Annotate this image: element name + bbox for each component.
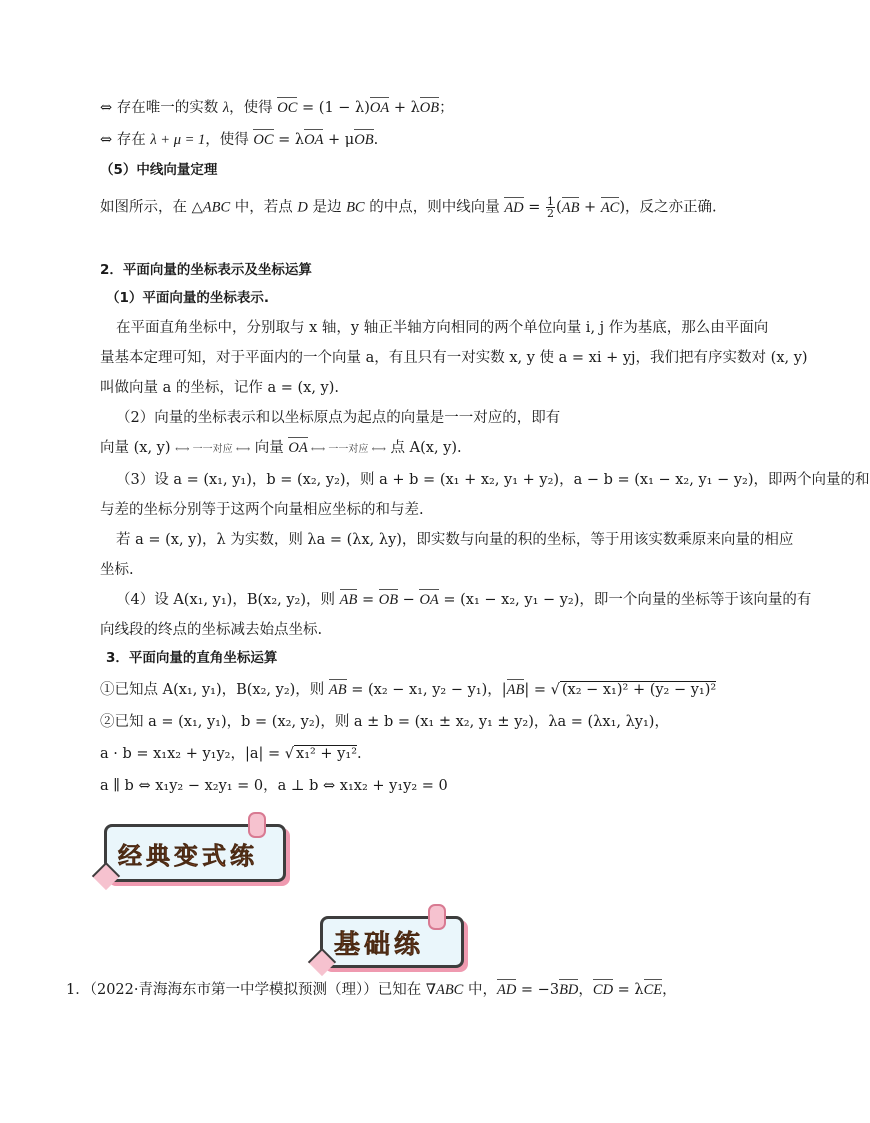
heading-section-3: 3．平面向量的直角坐标运算: [106, 650, 278, 666]
equivalence-line-1: ⇔ 存在唯一的实数 λ，使得 OC = (1 − λ)OA + λOB；: [100, 100, 454, 116]
one-to-one-correspondence: 向量 (x, y) ⟷ 一一对应 ⟷ 向量 OA ⟷ 一一对应 ⟷ 点 A(x, y).: [100, 440, 462, 456]
paragraph-4-line-1: 若 a = (x, y)，λ 为实数，则 λa = (λx, λy)，即实数与向量的积的坐标，等于用该实数乘原来向量的相应: [116, 532, 794, 548]
rule-4: a ∥ b ⇔ x₁y₂ − x₂y₁ = 0，a ⊥ b ⇔ x₁x₂ + y₁y₂ = 0: [100, 778, 448, 794]
rule-3: a · b = x₁x₂ + y₁y₂，|a| = √ x₁² + y₁².: [100, 746, 362, 762]
heading-median-theorem: （5）中线向量定理: [100, 162, 218, 178]
paragraph-3-line-2: 与差的坐标分别等于这两个向量相应坐标的和与差.: [100, 502, 424, 518]
one-half-fraction: $\frac{1}{2}$: [547, 195, 555, 220]
paragraph-1-line-2: 量基本定理可知，对于平面内的一个向量 a，有且只有一对实数 x, y 使 a = xi + yj，我们把有序实数对 (x, y): [100, 350, 808, 366]
paragraph-5-line-1: （4）设 A(x₁, y₁)，B(x₂, y₂)，则 AB = OB − OA = (x₁ − x₂, y₁ − y₂)，即一个向量的坐标等于该向量的有: [116, 592, 812, 608]
rule-1: ①已知点 A(x₁, y₁)，B(x₂, y₂)，则 AB = (x₂ − x₁, y₂ − y₁)，|AB| = √ (x₂ − x₁)² + (y₂ − y₁)²: [100, 682, 717, 698]
paperclip-icon: [248, 812, 266, 838]
rule-2: ②已知 a = (x₁, y₁)，b = (x₂, y₂)，则 a ± b = (x₁ ± x₂, y₁ ± y₂)，λa = (λx₁, λy₁)，: [100, 714, 669, 730]
paragraph-1-line-1: 在平面直角坐标中，分别取与 x 轴，y 轴正半轴方向相同的两个单位向量 i, j 作为基底，那么由平面向: [116, 320, 769, 336]
paragraph-2: （2）向量的坐标表示和以坐标原点为起点的向量是一一对应的，即有: [116, 410, 561, 426]
heading-coordinate-representation: （1）平面向量的坐标表示.: [106, 290, 270, 306]
paragraph-4-line-2: 坐标.: [100, 562, 134, 578]
heading-section-2: 2．平面向量的坐标表示及坐标运算: [100, 262, 312, 278]
paperclip-icon: [428, 904, 446, 930]
paragraph-3-line-1: （3）设 a = (x₁, y₁)，b = (x₂, y₂)，则 a + b = (x₁ + x₂, y₁ + y₂)，a − b = (x₁ − x₂, y₁ − y₂)，即两个向量的和: [116, 472, 870, 488]
median-vector-statement: 如图所示，在 △ABC 中，若点 D 是边 BC 的中点，则中线向量 AD = $\frac{1}{2}$ (AB + AC)，反之亦正确.: [100, 195, 717, 220]
equivalence-line-2: ⇔ 存在 λ + μ = 1，使得 OC = λOA + μOB.: [100, 132, 379, 148]
paragraph-5-line-2: 向线段的终点的坐标减去始点坐标.: [100, 622, 323, 638]
question-1: 1．（2022·青海海东市第一中学模拟预测（理））已知在 ∇ABC 中，AD = −3BD，CD = λCE，: [66, 982, 677, 998]
paragraph-1-line-3: 叫做向量 a 的坐标，记作 a = (x, y).: [100, 380, 339, 396]
